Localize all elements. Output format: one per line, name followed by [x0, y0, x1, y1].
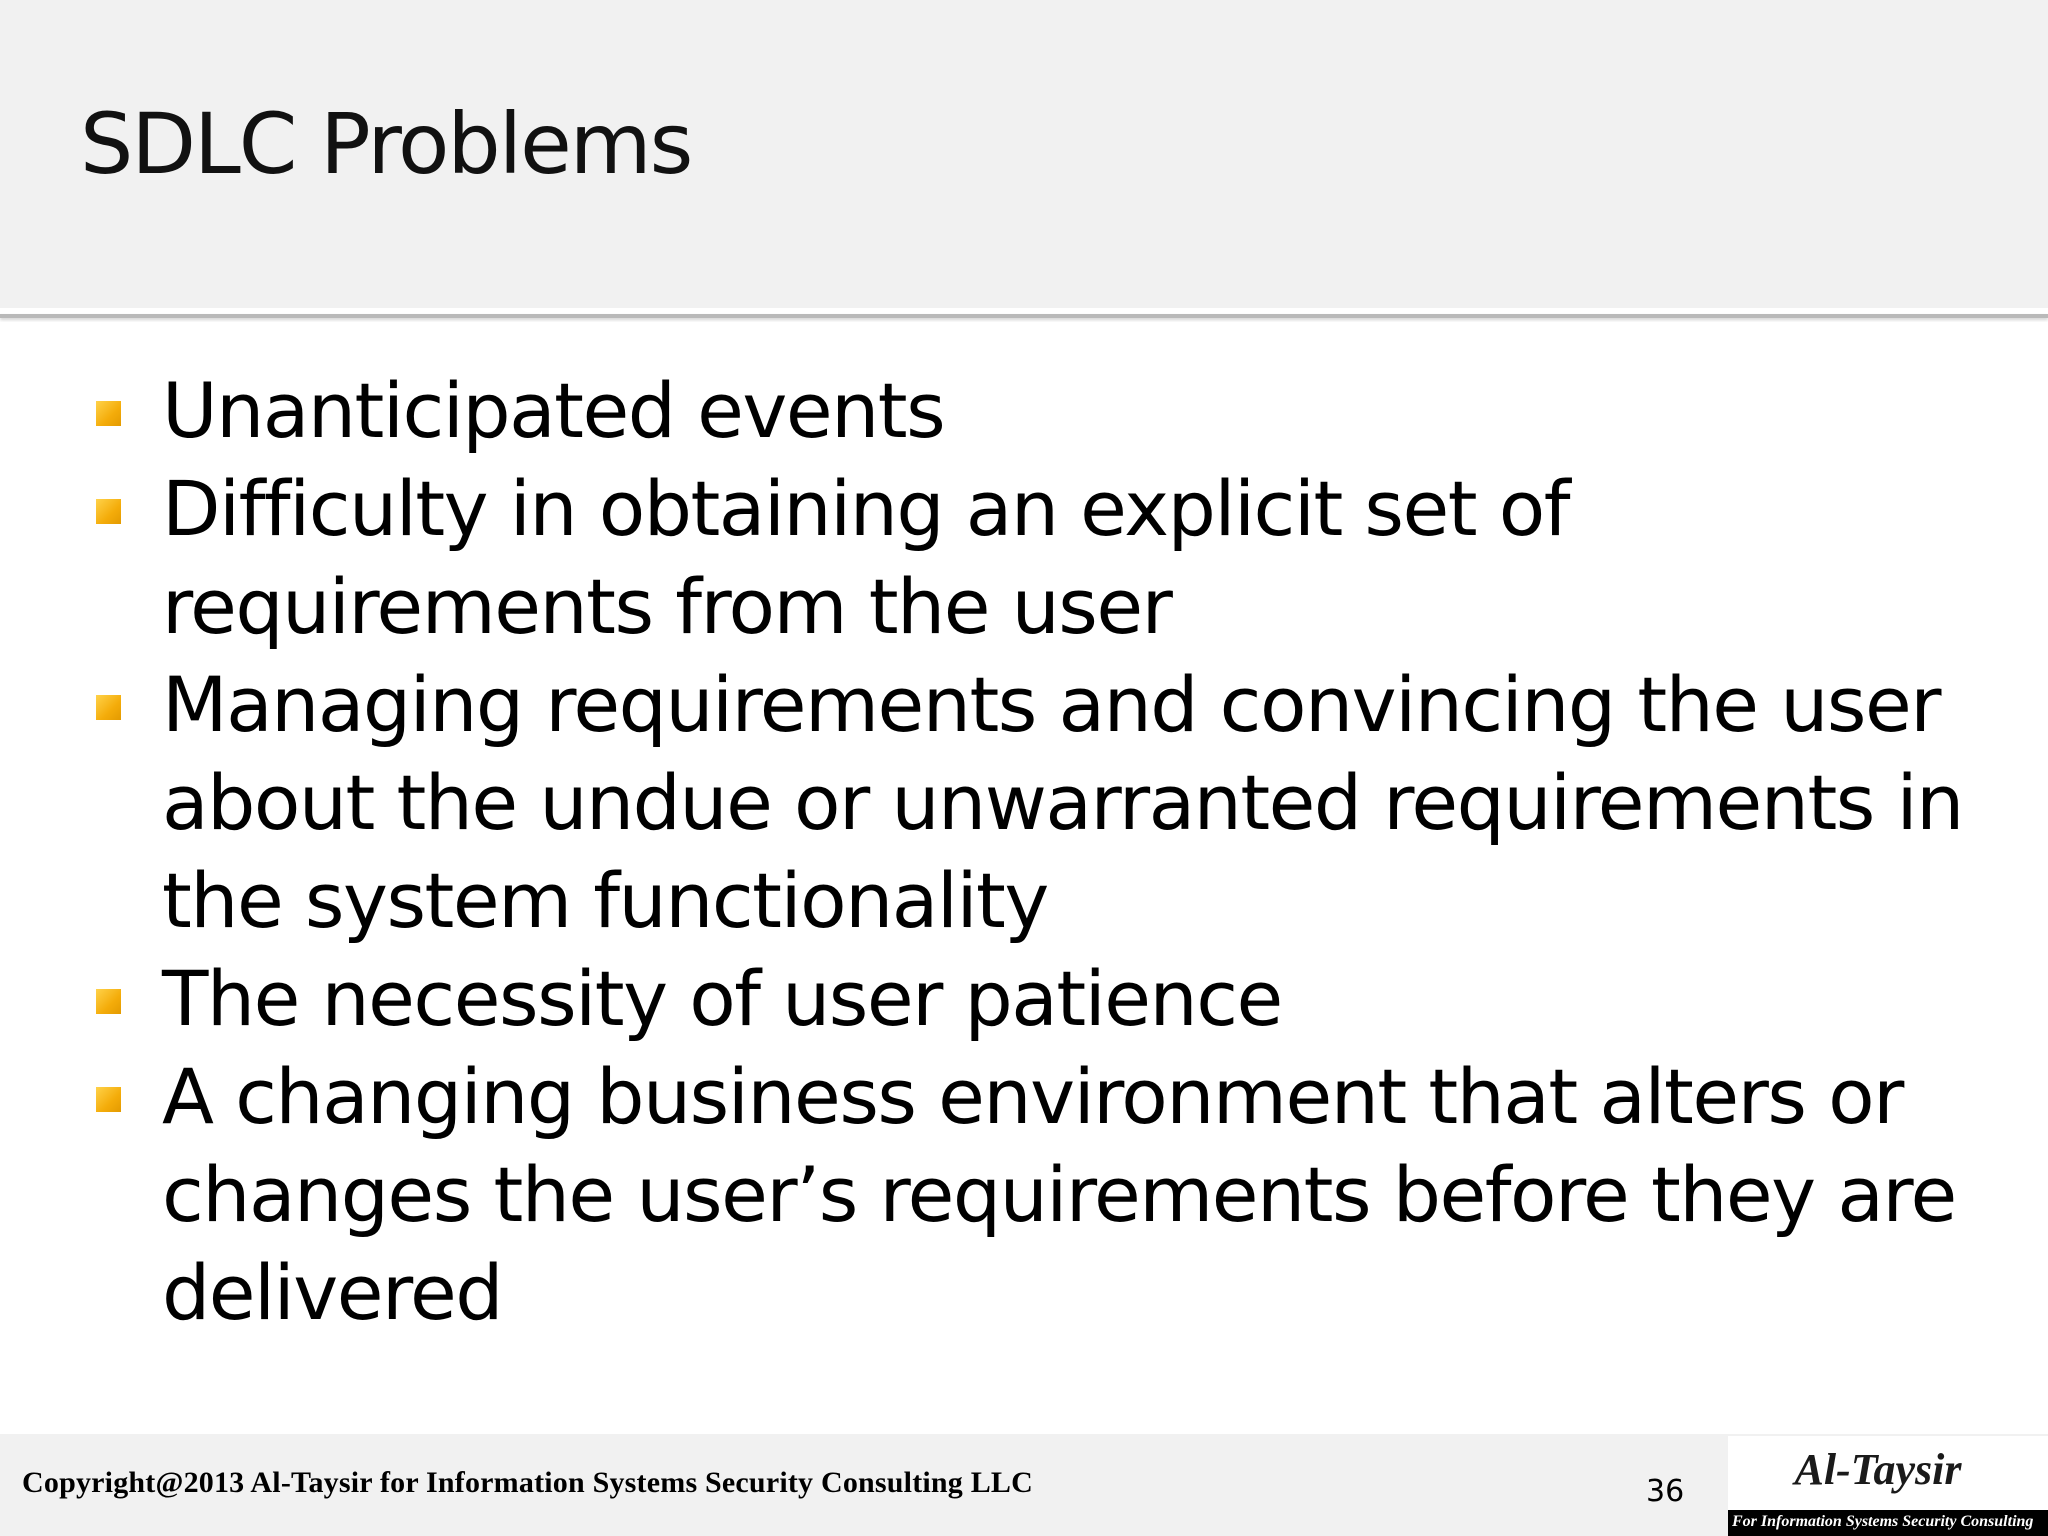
bullet-item — [94, 950, 2014, 1048]
square-bullet-icon — [96, 499, 121, 524]
bullet-item — [94, 1048, 2014, 1342]
company-logo — [1728, 1436, 2048, 1536]
bullet-text: The necessity of user patience — [162, 954, 1282, 1043]
bullet-item — [94, 656, 2014, 950]
square-bullet-icon — [96, 401, 121, 426]
logo-tagline: For Information Systems Security Consulting — [1732, 1513, 2034, 1530]
bullet-text: A changing business environment that alters or changes the user’s requirements before they are delivered — [162, 1052, 1956, 1337]
bullet-list — [94, 362, 2014, 1342]
slide-title: SDLC Problems — [80, 95, 692, 193]
copyright-text: Copyright@2013 Al-Taysir for Information Systems Security Consulting LLC — [22, 1466, 1033, 1499]
title-divider — [0, 314, 2048, 318]
bullet-item — [94, 460, 2014, 656]
slide-number: 36 — [1646, 1474, 1685, 1509]
bullet-item — [94, 362, 2014, 460]
square-bullet-icon — [96, 695, 121, 720]
bullet-text: Managing requirements and convincing the user about the undue or unwarranted requirements in the system functionality — [162, 660, 1963, 945]
bullet-text: Difficulty in obtaining an explicit set of requirements from the user — [162, 464, 1569, 651]
logo-name: Al-Taysir — [1794, 1445, 1962, 1494]
logo-tagline-bar — [1728, 1510, 2048, 1536]
square-bullet-icon — [96, 1087, 121, 1112]
square-bullet-icon — [96, 989, 121, 1014]
bullet-text: Unanticipated events — [162, 366, 945, 455]
